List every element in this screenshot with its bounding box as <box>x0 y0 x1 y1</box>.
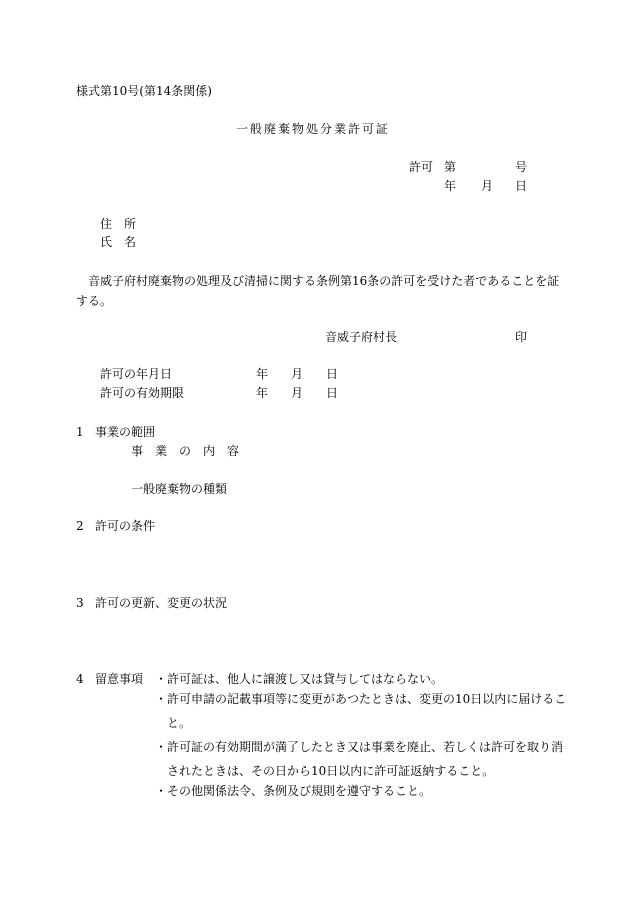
business-content-label: 事 業 の 内 容 <box>131 444 240 458</box>
section3-number: 3 <box>76 596 84 610</box>
note-item: ・許可証は、他人に譲渡し又は貸与してはならない。 <box>155 672 444 686</box>
permit-date-month: 月 <box>291 367 304 381</box>
waste-types-label: 一般廃棄物の種類 <box>131 482 228 496</box>
issue-year: 年 <box>444 179 457 193</box>
document-title: 一般廃棄物処分業許可証 <box>236 122 391 136</box>
permit-date-year: 年 <box>256 367 269 381</box>
note-item: ・その他関係法令、条例及び規則を遵守すること。 <box>155 784 432 798</box>
name-label: 氏 名 <box>100 235 137 249</box>
note-item-continuation: と。 <box>167 716 192 730</box>
certification-line2: する。 <box>76 294 113 308</box>
section4-number: 4 <box>76 672 84 686</box>
permit-prefix: 許可 <box>409 160 434 174</box>
validity-year: 年 <box>256 386 269 400</box>
certification-line1: 音威子府村廃棄物の処理及び清掃に関する条例第16条の許可を受けた者であることを証 <box>88 274 560 288</box>
permit-date-label: 許可の年月日 <box>100 367 173 381</box>
issue-day: 日 <box>515 179 528 193</box>
issuer-title: 音威子府村長 <box>325 330 398 344</box>
validity-day: 日 <box>326 386 339 400</box>
section4-title: 留意事項 <box>95 672 144 686</box>
note-item-continuation: されたときは、その日から10日以内に許可証返納すること。 <box>167 764 495 778</box>
validity-month: 月 <box>291 386 304 400</box>
address-label: 住 所 <box>100 217 137 231</box>
section1-number: 1 <box>76 425 84 439</box>
section2-number: 2 <box>76 519 84 533</box>
section2-title: 許可の条件 <box>95 519 156 533</box>
seal-mark: 印 <box>515 330 528 344</box>
section1-title: 事業の範囲 <box>95 425 156 439</box>
issue-month: 月 <box>481 179 494 193</box>
validity-label: 許可の有効期限 <box>100 386 185 400</box>
permit-go: 号 <box>515 160 528 174</box>
permit-dai: 第 <box>444 160 457 174</box>
section3-title: 許可の更新、変更の状況 <box>95 596 228 610</box>
note-item: ・許可証の有効期間が満了したとき又は事業を廃止、若しくは許可を取り消 <box>155 740 564 754</box>
note-item: ・許可申請の記載事項等に変更があつたときは、変更の10日以内に届けるこ <box>155 692 567 706</box>
permit-date-day: 日 <box>326 367 339 381</box>
form-number: 様式第10号(第14条関係) <box>76 84 212 98</box>
